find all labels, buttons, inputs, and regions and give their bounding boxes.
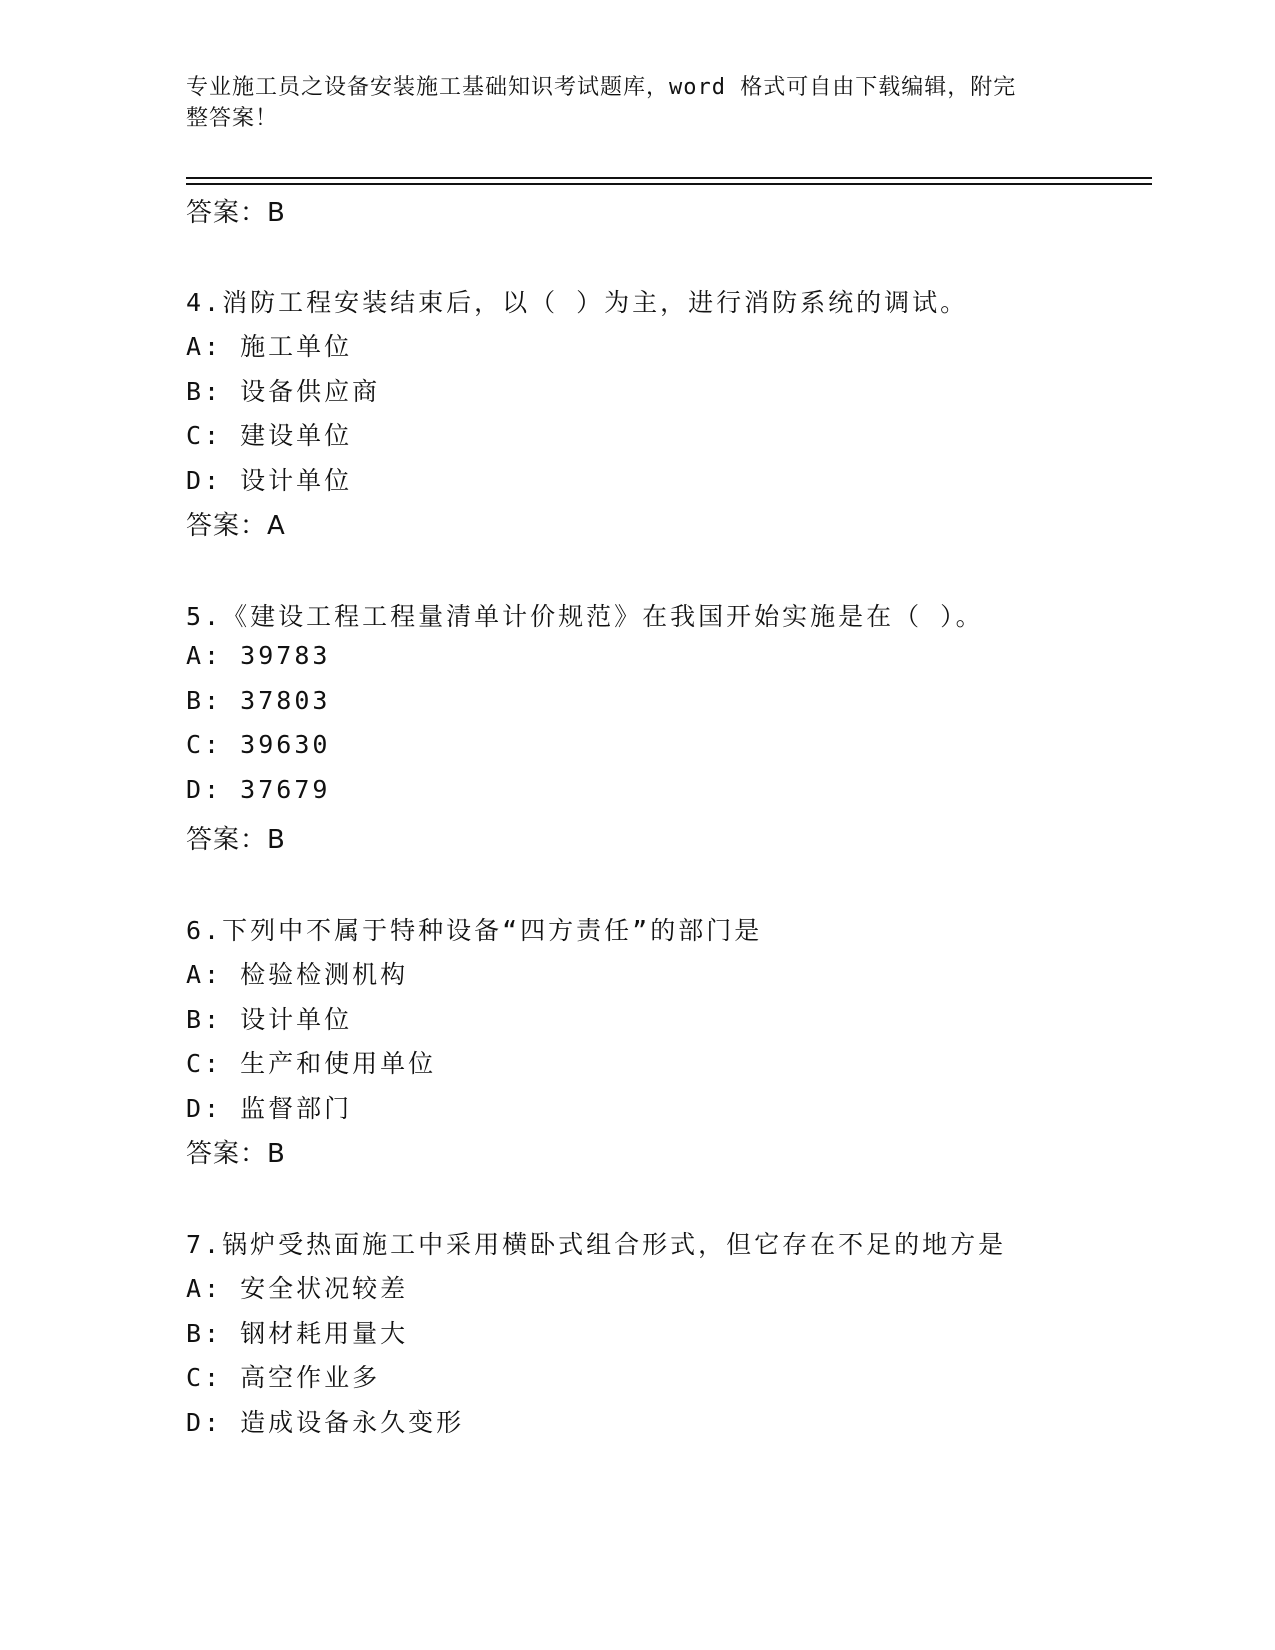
question-4-option-c	[186, 416, 352, 452]
question-5-option-c	[186, 730, 330, 759]
question-6-option-a	[186, 955, 408, 991]
answer-label: 答案：	[186, 511, 268, 541]
option-text: 设备供应商	[240, 377, 381, 406]
option-letter: D:	[186, 466, 223, 495]
option-text: 高空作业多	[240, 1363, 381, 1392]
question-number: 5.	[186, 602, 223, 631]
option-text: 安全状况较差	[240, 1274, 409, 1303]
option-letter: A:	[186, 641, 223, 670]
option-letter: D:	[186, 1408, 223, 1437]
question-4-option-d	[186, 461, 352, 497]
option-letter: A:	[186, 1274, 223, 1303]
answer-value: B	[267, 1139, 286, 1169]
option-letter: C:	[186, 1363, 223, 1392]
header-line-2: 整答案！	[186, 106, 279, 131]
answer-label: 答案：	[186, 825, 268, 855]
question-5-option-a	[186, 641, 330, 670]
question-number: 4.	[186, 288, 223, 317]
option-letter: B:	[186, 686, 223, 715]
option-letter: C:	[186, 421, 223, 450]
option-text: 39630	[240, 730, 331, 759]
answer-value: B	[267, 825, 286, 855]
question-7-option-c	[186, 1358, 380, 1394]
answer-label: 答案：	[186, 1139, 268, 1169]
option-letter: D:	[186, 1094, 223, 1123]
option-text: 造成设备永久变形	[240, 1408, 465, 1437]
answer-line-prev	[186, 192, 286, 229]
question-5-option-b	[186, 686, 330, 715]
question-6-stem	[186, 911, 762, 947]
option-text: 37679	[240, 775, 331, 804]
question-4-option-a	[186, 327, 352, 363]
header-line-1: 专业施工员之设备安装施工基础知识考试题库，word 格式可自由下载编辑，附完	[186, 75, 1017, 100]
question-6-answer	[186, 1133, 286, 1170]
option-letter: A:	[186, 960, 223, 989]
question-6-option-b	[186, 1000, 352, 1036]
document-header	[186, 72, 1066, 134]
question-4-stem	[186, 283, 968, 319]
option-text: 钢材耗用量大	[240, 1319, 409, 1348]
option-letter: A:	[186, 332, 223, 361]
question-text: 《建设工程工程量清单计价规范》在我国开始实施是在（ ）。	[222, 602, 984, 631]
question-6-option-c	[186, 1044, 436, 1080]
question-5-answer	[186, 819, 286, 856]
answer-value: A	[267, 511, 286, 541]
option-letter: C:	[186, 1049, 223, 1078]
option-text: 检验检测机构	[240, 960, 409, 989]
question-number: 6.	[186, 916, 223, 945]
option-letter: B:	[186, 1319, 223, 1348]
question-7-stem	[186, 1225, 1006, 1261]
option-letter: D:	[186, 775, 223, 804]
option-text: 监督部门	[240, 1094, 353, 1123]
question-4-answer	[186, 505, 286, 542]
question-text: 下列中不属于特种设备“四方责任”的部门是	[222, 916, 763, 945]
option-text: 施工单位	[240, 332, 353, 361]
option-text: 生产和使用单位	[240, 1049, 437, 1078]
option-text: 37803	[240, 686, 331, 715]
option-text: 设计单位	[240, 466, 353, 495]
option-text: 设计单位	[240, 1005, 353, 1034]
question-5-option-d	[186, 775, 330, 804]
option-letter: C:	[186, 730, 223, 759]
question-7-option-b	[186, 1314, 408, 1350]
answer-label: 答案：	[186, 198, 268, 228]
option-letter: B:	[186, 377, 223, 406]
question-5-stem	[186, 597, 984, 633]
question-7-option-a	[186, 1269, 408, 1305]
header-divider-bottom	[186, 183, 1152, 185]
question-text: 消防工程安装结束后，以（ ）为主，进行消防系统的调试。	[222, 288, 969, 317]
option-letter: B:	[186, 1005, 223, 1034]
header-divider-top	[186, 177, 1152, 179]
question-number: 7.	[186, 1230, 223, 1259]
option-text: 39783	[240, 641, 331, 670]
option-text: 建设单位	[240, 421, 353, 450]
question-text: 锅炉受热面施工中采用横卧式组合形式，但它存在不足的地方是	[222, 1230, 1007, 1259]
question-4-option-b	[186, 372, 380, 408]
question-6-option-d	[186, 1089, 352, 1125]
answer-value: B	[267, 198, 286, 228]
question-7-option-d	[186, 1403, 464, 1439]
